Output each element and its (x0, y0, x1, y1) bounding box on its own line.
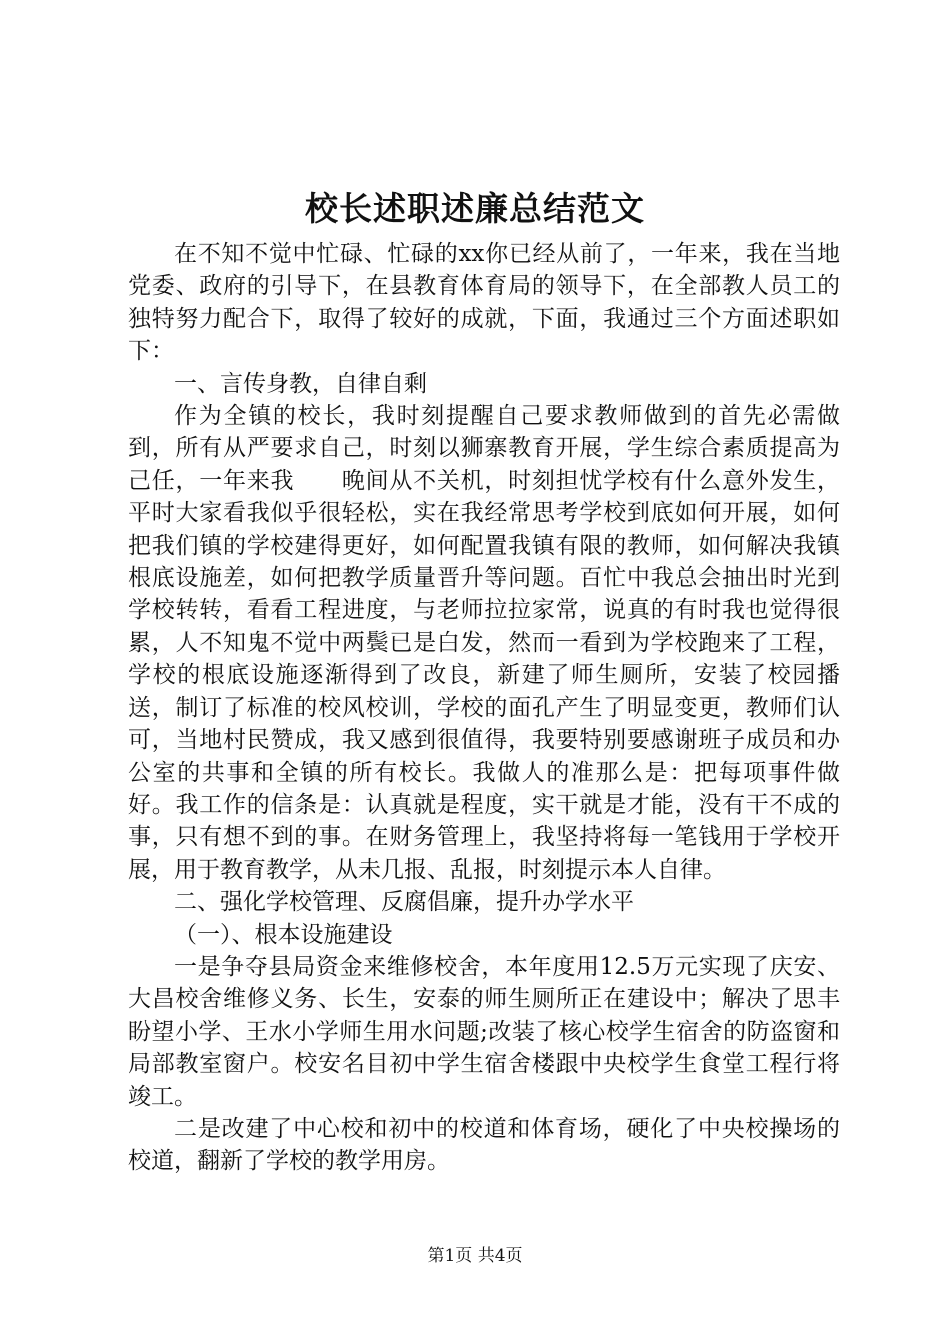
page-footer: 第1页 共4页 (427, 1246, 523, 1266)
paragraph: 作为全镇的校长，我时刻提醒自己要求教师做到的首先必需做到，所有从严要求自己，时刻以狮寨教育开展，学生综合素质提高为己任，一年来我 晚间从不关机，时刻担忧学校有什么意外发生，平时大家看我似乎很轻松，实在我经常思考学校到底如何开展，如何把我们镇的学校建得更好，如何配置我镇有限的教师，如何解决我镇根底设施差，如何把教学质量晋升等问题。百忙中我总会抽出时光到学校转转，看看工程进度，与老师拉拉家常，说真的有时我也觉得很累，人不知鬼不觉中两鬓已是白发，然而一看到为学校跑来了工程，学校的根底设施逐渐得到了改良，新建了师生厕所，安装了校园播送，制订了标准的校风校训，学校的面孔产生了明显变更，教师们认可，当地村民赞成，我又感到很值得，我要特别要感谢班子成员和办公室的共事和全镇的所有校长。我做人的准那么是：把每项事件做好。我工作的信条是：认真就是程度，实干就是才能，没有干不成的事，只有想不到的事。在财务管理上，我坚持将每一笔钱用于学校开展，用于教育教学，从未几报、乱报，时刻提示本人自律。 (128, 403, 840, 883)
paragraph: 二是改建了中心校和初中的校道和体育场，硬化了中央校操场的校道，翻新了学校的教学用房。 (128, 1115, 840, 1175)
section-heading: 一、言传身教，自律自剩 (174, 370, 427, 397)
subsection-heading: （一）、根本设施建设 (174, 921, 393, 948)
paragraph: 在不知不觉中忙碌、忙碌的xx你已经从前了，一年来，我在当地党委、政府的引导下，在县教育体育局的领导下，在全部教人员工的独特努力配合下，取得了较好的成就，下面，我通过三个方面述职如下： (128, 241, 840, 365)
document-body (128, 238, 840, 1178)
paragraph: 一是争夺县局资金来维修校舍，本年度用12.5万元实现了庆安、大昌校舍维修义务、长生，安泰的师生厕所正在建设中；解决了思丰盼望小学、王水小学师生用水问题;改装了核心校学生宿舍的防盗窗和局部教室窗户。校安名目初中学生宿舍楼跟中央校学生食堂工程行将竣工。 (128, 953, 840, 1110)
section-heading: 二、强化学校管理、反腐倡廉，提升办学水平 (174, 889, 634, 916)
document-title: 校长述职述廉总结范文 (305, 189, 645, 228)
